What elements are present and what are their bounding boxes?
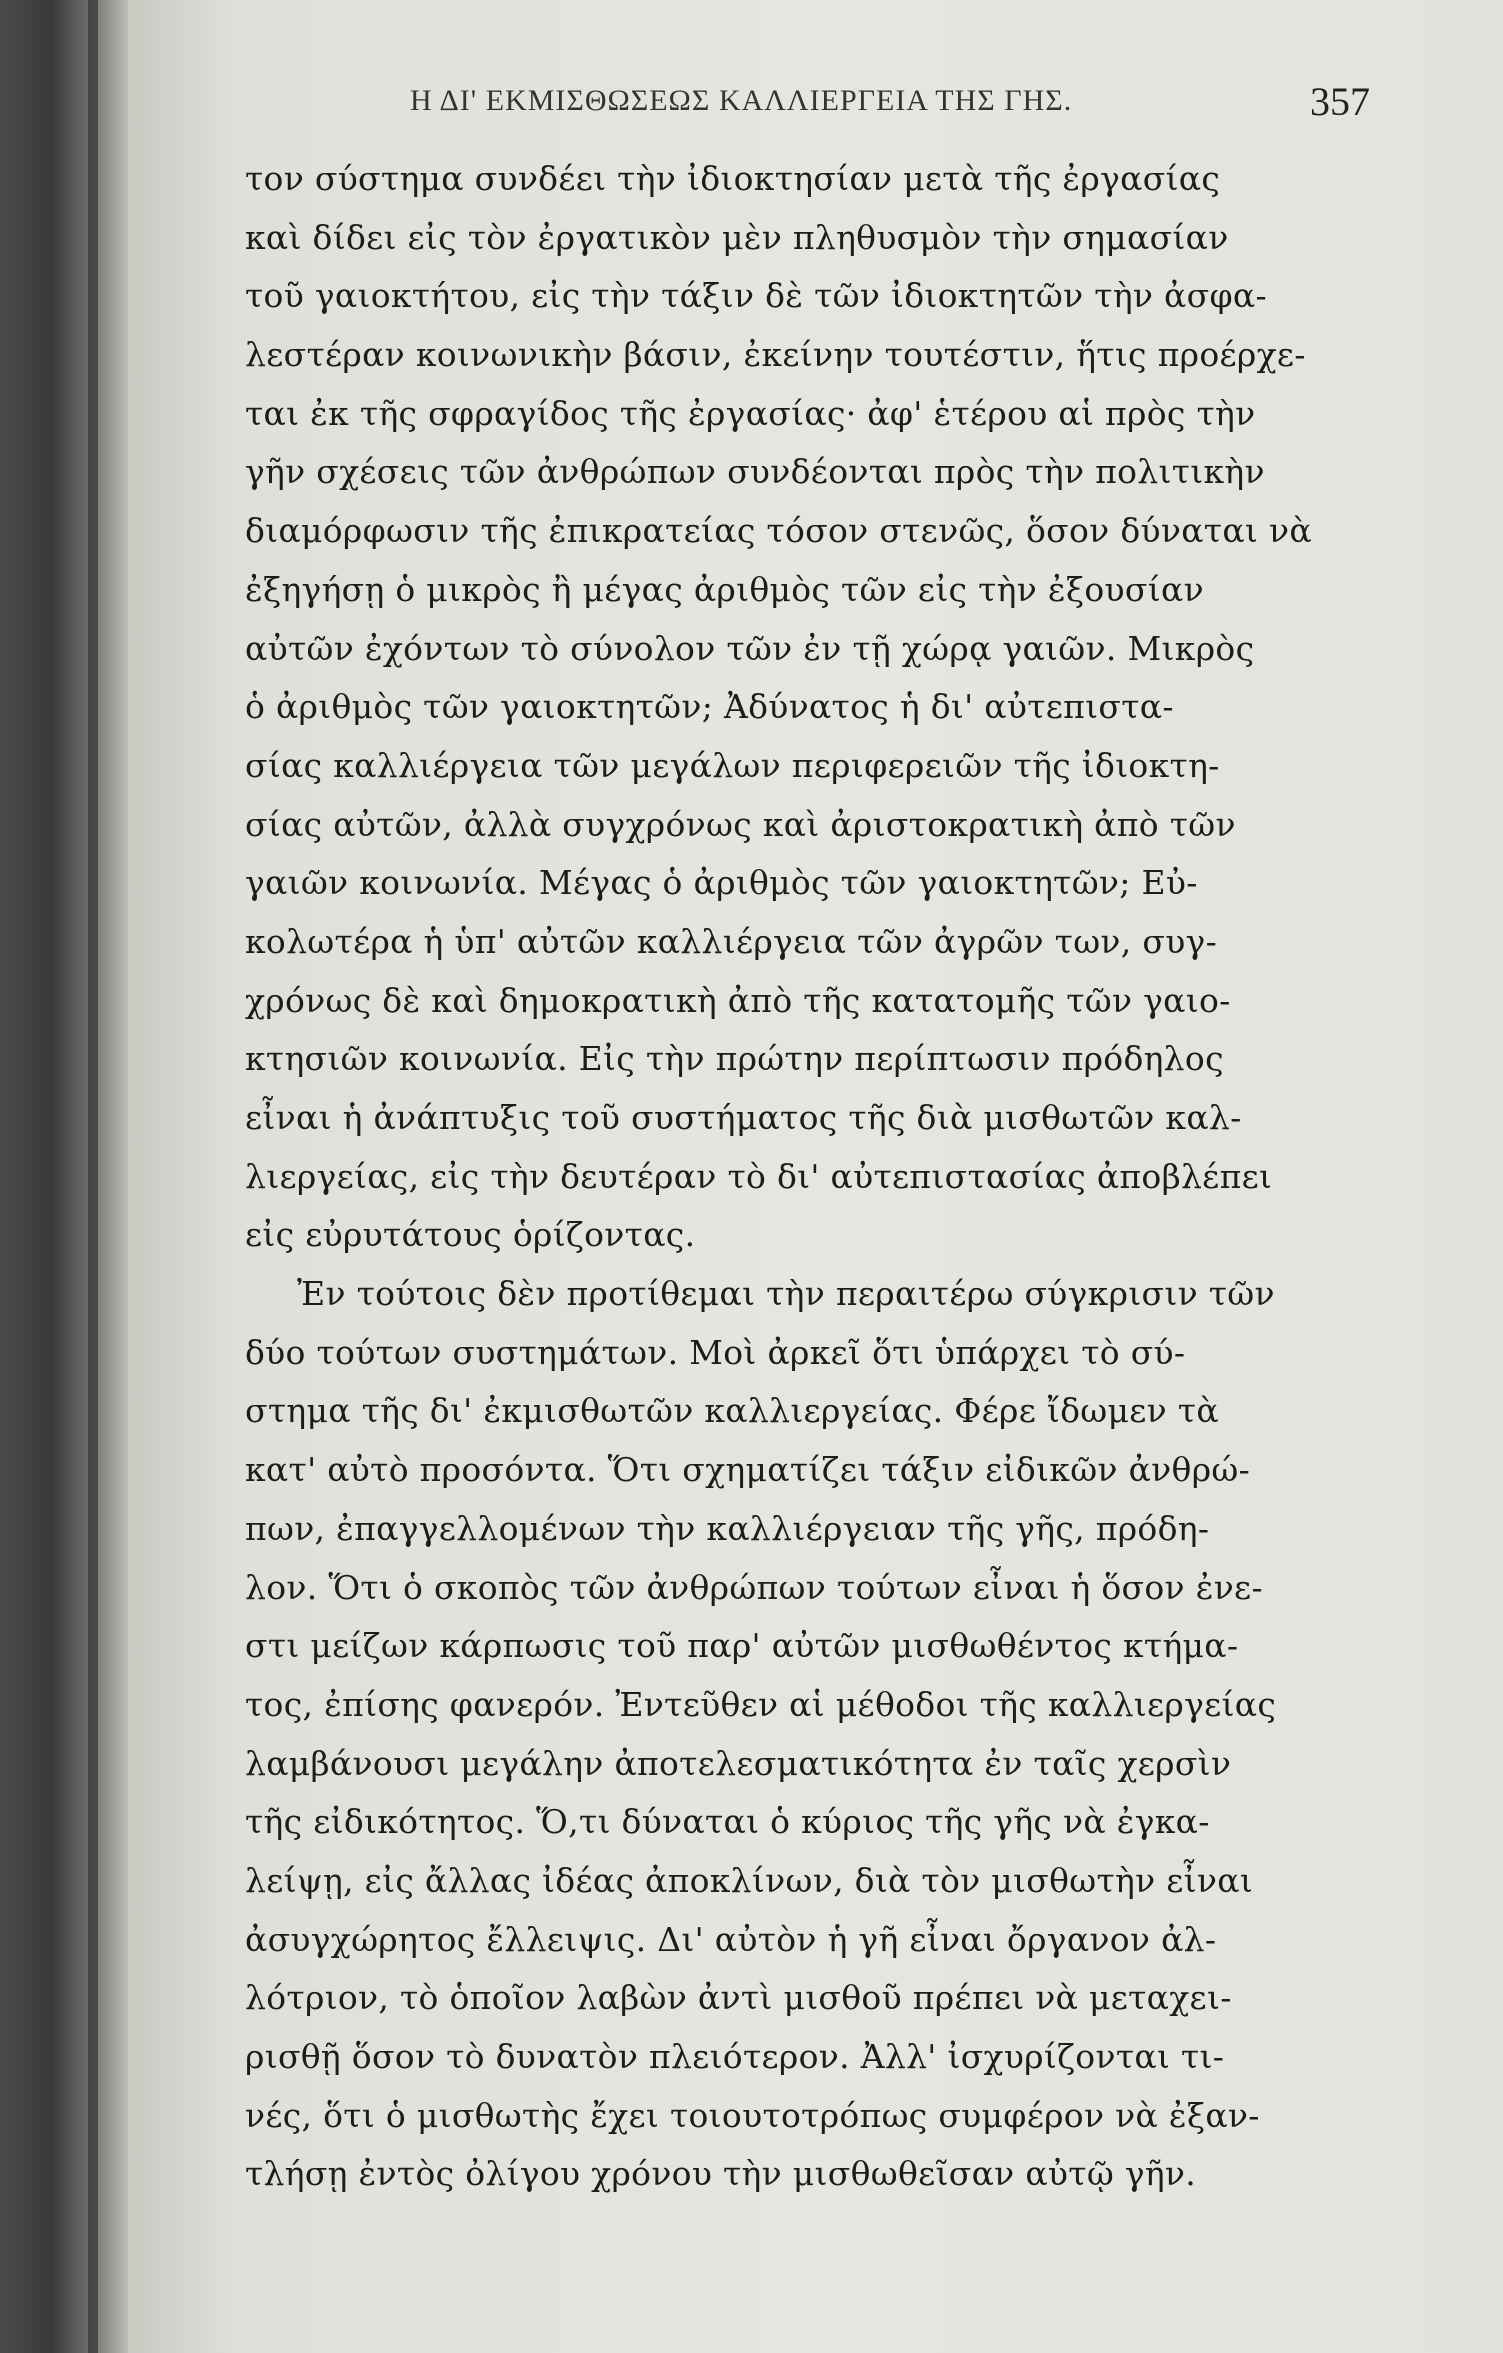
text-line: ται ἐκ τῆς σφραγίδος τῆς ἐργασίας· ἀφ' ἑτέρου αἱ πρὸς τὴν [245, 393, 1256, 433]
text-line: τοῦ γαιοκτήτου, εἰς τὴν τάξιν δὲ τῶν ἰδιοκτητῶν τὴν ἀσφα- [245, 276, 1267, 316]
page-number: 357 [1310, 79, 1370, 124]
text-line: αὐτῶν ἐχόντων τὸ σύνολον τῶν ἐν τῇ χώρᾳ γαιῶν. Μικρὸς [245, 628, 1255, 668]
text-line: ἐξηγήσῃ ὁ μικρὸς ἢ μέγας ἀριθμὸς τῶν εἰς τὴν ἐξουσίαν [245, 569, 1204, 609]
text-line: κτησιῶν κοινωνία. Εἰς τὴν πρώτην περίπτωσιν πρόδηλος [245, 1039, 1224, 1079]
text-line: κολωτέρα ἡ ὑπ' αὐτῶν καλλιέργεια τῶν ἀγρῶν των, συγ- [245, 921, 1218, 961]
text-line: λότριον, τὸ ὁποῖον λαβὼν ἀντὶ μισθοῦ πρέπει νὰ μεταχει- [245, 1978, 1232, 2018]
text-line: λον. Ὅτι ὁ σκοπὸς τῶν ἀνθρώπων τούτων εἶναι ἡ ὅσον ἐνε- [245, 1567, 1263, 1607]
binding-shadow [88, 0, 98, 2353]
text-line: στημα τῆς δι' ἐκμισθωτῶν καλλιεργείας. Φέρε ἴδωμεν τὰ [245, 1391, 1219, 1431]
text-line: ἀσυγχώρητος ἔλλειψις. Δι' αὐτὸν ἡ γῆ εἶναι ὄργανον ἀλ- [245, 1919, 1217, 1959]
text-line: διαμόρφωσιν τῆς ἐπικρατείας τόσον στενῶς, ὅσον δύναται νὰ [245, 511, 1312, 551]
text-line: λαμβάνουσι μεγάλην ἀποτελεσματικότητα ἐν ταῖς χερσὶν [245, 1743, 1232, 1783]
text-line: σίας καλλιέργεια τῶν μεγάλων περιφερειῶν τῆς ἰδιοκτη- [245, 745, 1220, 785]
text-line: τλήσῃ ἐντὸς ὀλίγου χρόνου τὴν μισθωθεῖσαν αὐτῷ γῆν. [245, 2154, 1197, 2194]
text-line: εἰς εὐρυτάτους ὁρίζοντας. [245, 1215, 696, 1255]
text-line: τον σύστημα συνδέει τὴν ἰδιοκτησίαν μετὰ τῆς ἐργασίας [245, 159, 1221, 198]
text-line: κατ' αὐτὸ προσόντα. Ὅτι σχηματίζει τάξιν εἰδικῶν ἀνθρώ- [245, 1450, 1251, 1490]
text-line: στι μείζων κάρπωσις τοῦ παρ' αὐτῶν μισθωθέντος κτήμα- [245, 1626, 1239, 1666]
text-line: ὁ ἀριθμὸς τῶν γαιοκτητῶν; Ἀδύνατος ἡ δι' αὐτεπιστα- [245, 687, 1174, 727]
text-line: σίας αὐτῶν, ἀλλὰ συγχρόνως καὶ ἀριστοκρατικὴ ἀπὸ τῶν [245, 804, 1236, 844]
text-line: εἶναι ἡ ἀνάπτυξις τοῦ συστήματος τῆς διὰ μισθωτῶν καλ- [245, 1098, 1242, 1137]
paragraph-first-line: Ἐν τούτοις δὲν προτίθεμαι τὴν περαιτέρω σύγκρισιν τῶν [297, 1274, 1275, 1314]
body-text [245, 150, 1363, 2204]
page-header [280, 78, 1370, 128]
book-binding-edge [0, 0, 128, 2353]
text-line: δύο τούτων συστημάτων. Μοὶ ἀρκεῖ ὅτι ὑπάρχει τὸ σύ- [245, 1332, 1186, 1372]
text-line: λείψῃ, εἰς ἄλλας ἰδέας ἀποκλίνων, διὰ τὸν μισθωτὴν εἶναι [245, 1860, 1254, 1900]
running-title: Η ΔΙ' ΕΚΜΙΣΘΩΣΕΩΣ ΚΑΛΛΙΕΡΓΕΙΑ ΤΗΣ ΓΗΣ. [410, 84, 1073, 117]
text-line: τος, ἐπίσης φανερόν. Ἐντεῦθεν αἱ μέθοδοι τῆς καλλιεργείας [245, 1684, 1277, 1724]
text-line: ρισθῇ ὅσον τὸ δυνατὸν πλειότερον. Ἀλλ' ἰσχυρίζονται τι- [245, 2037, 1225, 2076]
text-line: λεστέραν κοινωνικὴν βάσιν, ἐκείνην τουτέστιν, ἥτις προέρχε- [245, 335, 1306, 375]
text-line: πων, ἐπαγγελλομένων τὴν καλλιέργειαν τῆς γῆς, πρόδη- [245, 1508, 1210, 1548]
text-line: γαιῶν κοινωνία. Μέγας ὁ ἀριθμὸς τῶν γαιοκτητῶν; Εὐ- [245, 863, 1198, 903]
text-line: καὶ δίδει εἰς τὸν ἐργατικὸν μὲν πληθυσμὸν τὴν σημασίαν [245, 217, 1229, 257]
text-line: νές, ὅτι ὁ μισθωτὴς ἔχει τοιουτοτρόπως συμφέρον νὰ ἐξαν- [245, 2095, 1260, 2135]
text-line: γῆν σχέσεις τῶν ἀνθρώπων συνδέονται πρὸς τὴν πολιτικὴν [245, 452, 1265, 492]
text-line: τῆς εἰδικότητος. Ὅ,τι δύναται ὁ κύριος τῆς γῆς νὰ ἐγκα- [245, 1802, 1210, 1842]
text-line: χρόνως δὲ καὶ δημοκρατικὴ ἀπὸ τῆς κατατομῆς τῶν γαιο- [245, 980, 1231, 1020]
text-line: λιεργείας, εἰς τὴν δευτέραν τὸ δι' αὐτεπιστασίας ἀποβλέπει [245, 1156, 1273, 1196]
